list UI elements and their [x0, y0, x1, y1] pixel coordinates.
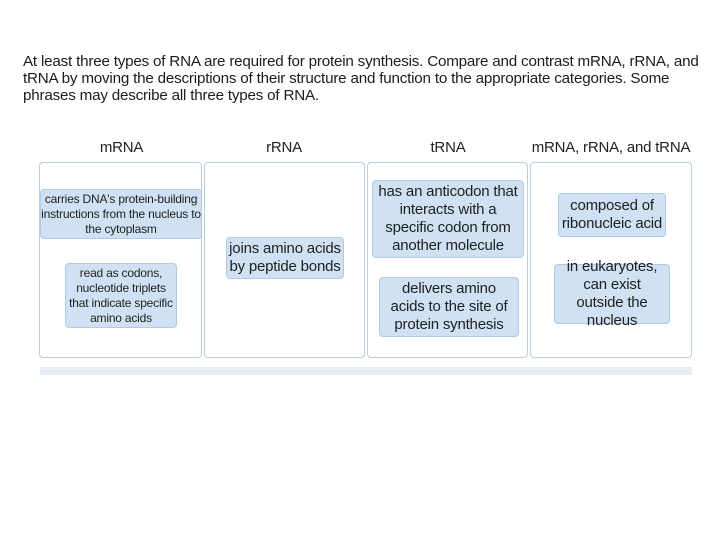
draggable-card[interactable] [554, 258, 670, 329]
category-header-rrna: rRNA [266, 139, 302, 156]
card-label: composed of ribonucleic acid [561, 197, 663, 232]
draggable-card[interactable] [65, 263, 177, 328]
draggable-card[interactable] [372, 180, 524, 258]
category-header-trna: tRNA [430, 139, 466, 156]
card-label: in eukaryotes, can exist outside the nucleus [566, 258, 658, 329]
draggable-card[interactable] [40, 189, 202, 239]
bottom-divider [40, 367, 692, 375]
draggable-card[interactable] [379, 277, 519, 337]
category-header-mrna: mRNA [99, 139, 144, 156]
card-label: has an anticodon that interacts with a specific codon from another molecule [378, 183, 518, 254]
card-label: carries DNA's protein-building instructions from the nucleus to the cytoplasm [41, 191, 201, 236]
card-label: delivers amino acids to the site of protein synthesis [390, 280, 508, 333]
draggable-card[interactable] [226, 237, 344, 279]
card-label: joins amino acids by peptide bonds [229, 240, 341, 275]
instructions-text: At least three types of RNA are required for protein synthesis. Compare and contrast mRNA, rRNA, and tRNA by moving the descriptions of their structure and function to the appropriate categories. Some phrases may describe all three types of RNA. [23, 53, 699, 104]
card-label: read as codons, nucleotide triplets that indicate specific amino acids [69, 265, 173, 325]
category-header-all: mRNA, rRNA, and tRNA [531, 139, 691, 156]
draggable-card[interactable] [558, 193, 666, 237]
